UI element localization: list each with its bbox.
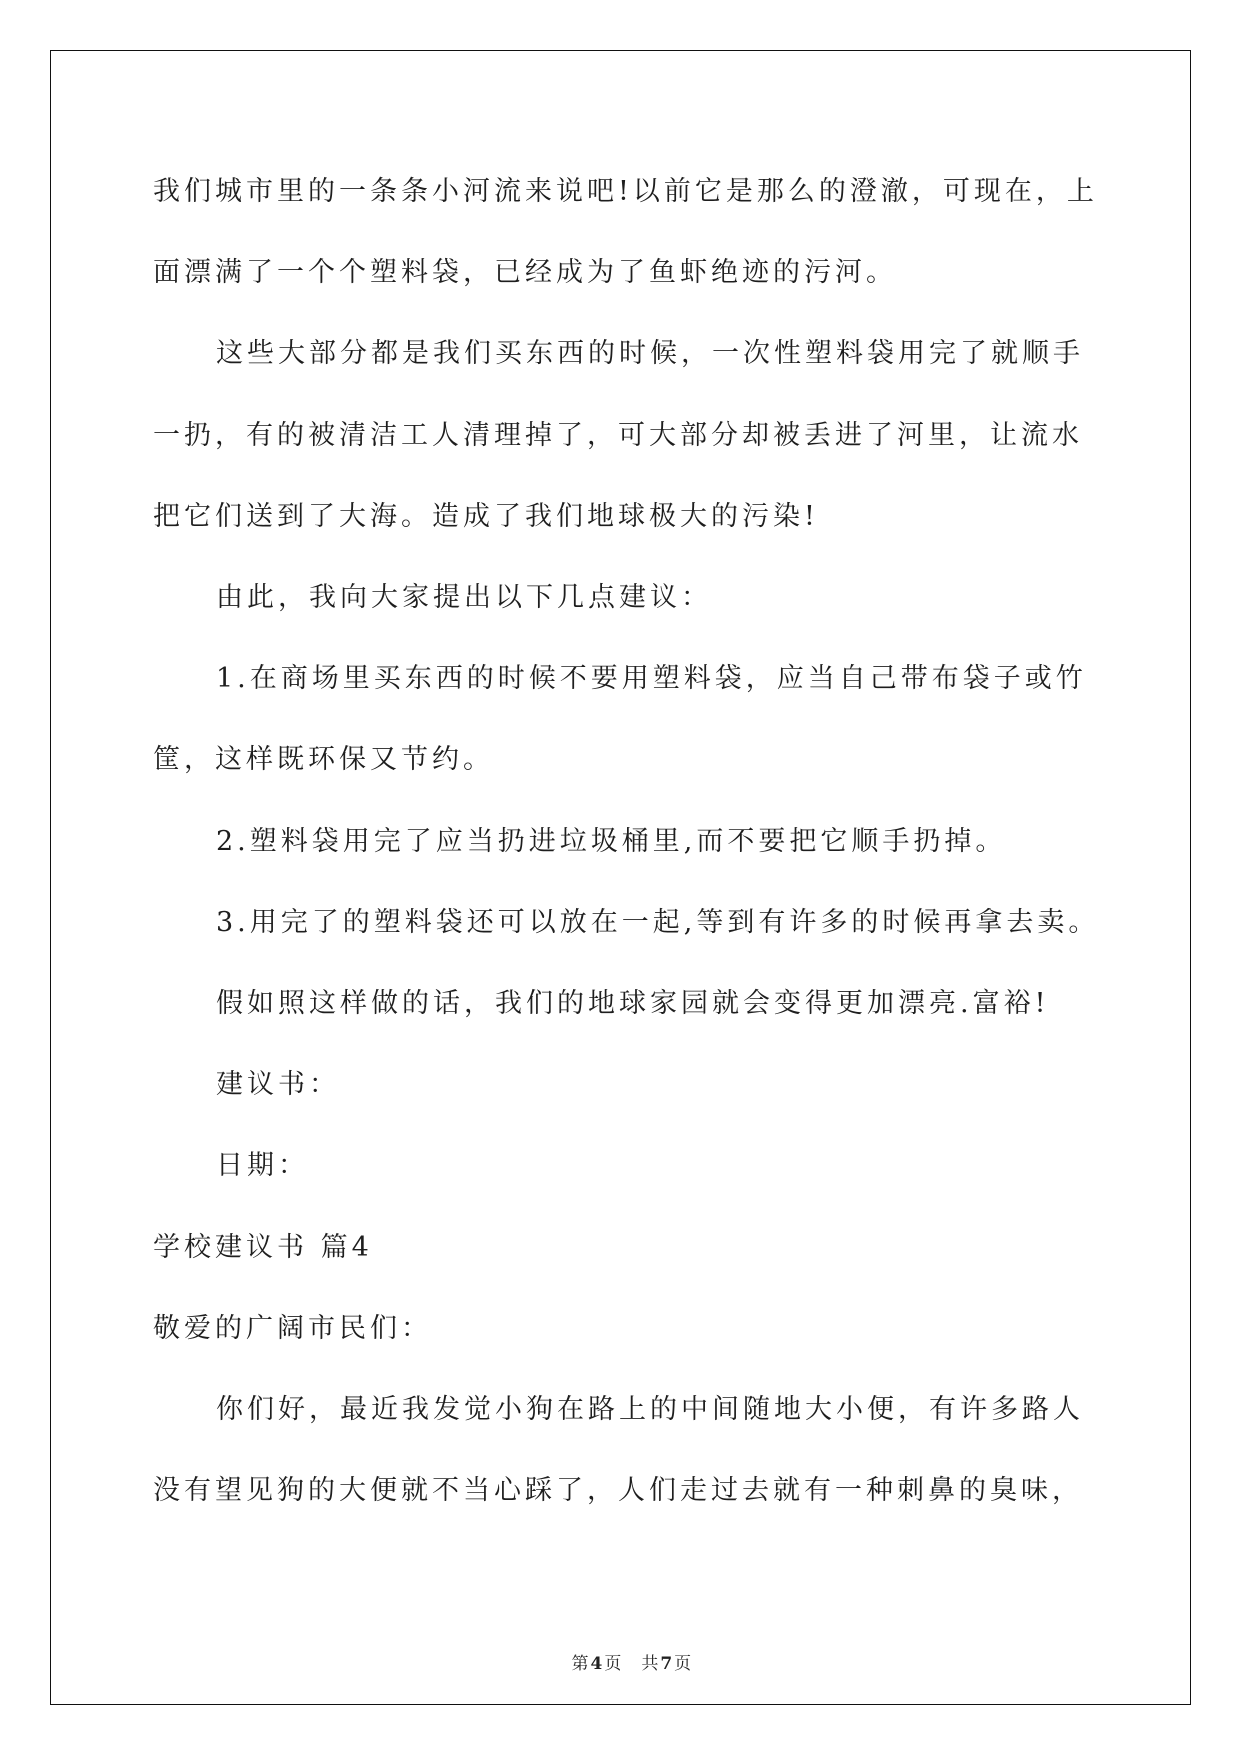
text-line: 筐，这样既环保又节约。 — [153, 744, 494, 775]
text-line: 由此，我向大家提出以下几点建议： — [216, 582, 712, 613]
text-line: 建议书： — [216, 1069, 340, 1100]
text-line: 假如照这样做的话，我们的地球家园就会变得更加漂亮.富裕! — [216, 988, 1050, 1019]
page-prefix: 第 — [571, 1654, 589, 1674]
text-line: 面漂满了一个个塑料袋，已经成为了鱼虾绝迹的污河。 — [153, 257, 897, 288]
page-footer — [0, 1628, 1241, 1674]
total-suffix: 页 — [674, 1654, 692, 1674]
text-line: 把它们送到了大海。造成了我们地球极大的污染! — [153, 501, 819, 532]
text-line: 2.塑料袋用完了应当扔进垃圾桶里,而不要把它顺手扔掉。 — [216, 826, 1007, 857]
page-border — [50, 50, 1191, 1705]
total-pages: 7 — [660, 1654, 673, 1674]
total-pages-indicator — [641, 1654, 691, 1674]
text-line: 日期： — [216, 1150, 309, 1181]
text-line: 你们好，最近我发觉小狗在路上的中间随地大小便，有许多路人 — [216, 1394, 1084, 1425]
text-line: 一扔，有的被清洁工人清理掉了，可大部分却被丢进了河里，让流水 — [153, 420, 1083, 451]
text-line: 这些大部分都是我们买东西的时候，一次性塑料袋用完了就顺手 — [216, 338, 1084, 369]
text-line: 敬爱的广阔市民们： — [153, 1313, 432, 1344]
page-number: 4 — [590, 1654, 603, 1674]
page-indicator — [571, 1654, 621, 1674]
text-line: 没有望见狗的大便就不当心踩了，人们走过去就有一种刺鼻的臭味， — [153, 1475, 1083, 1506]
text-line: 我们城市里的一条条小河流来说吧!以前它是那么的澄澈，可现在，上 — [153, 176, 1098, 207]
section-heading: 学校建议书 篇4 — [153, 1232, 373, 1263]
text-line: 1.在商场里买东西的时候不要用塑料袋，应当自己带布袋子或竹 — [216, 663, 1087, 694]
page-suffix: 页 — [604, 1654, 622, 1674]
text-line: 3.用完了的塑料袋还可以放在一起,等到有许多的时候再拿去卖。 — [216, 907, 1100, 938]
total-prefix: 共 — [641, 1654, 659, 1674]
